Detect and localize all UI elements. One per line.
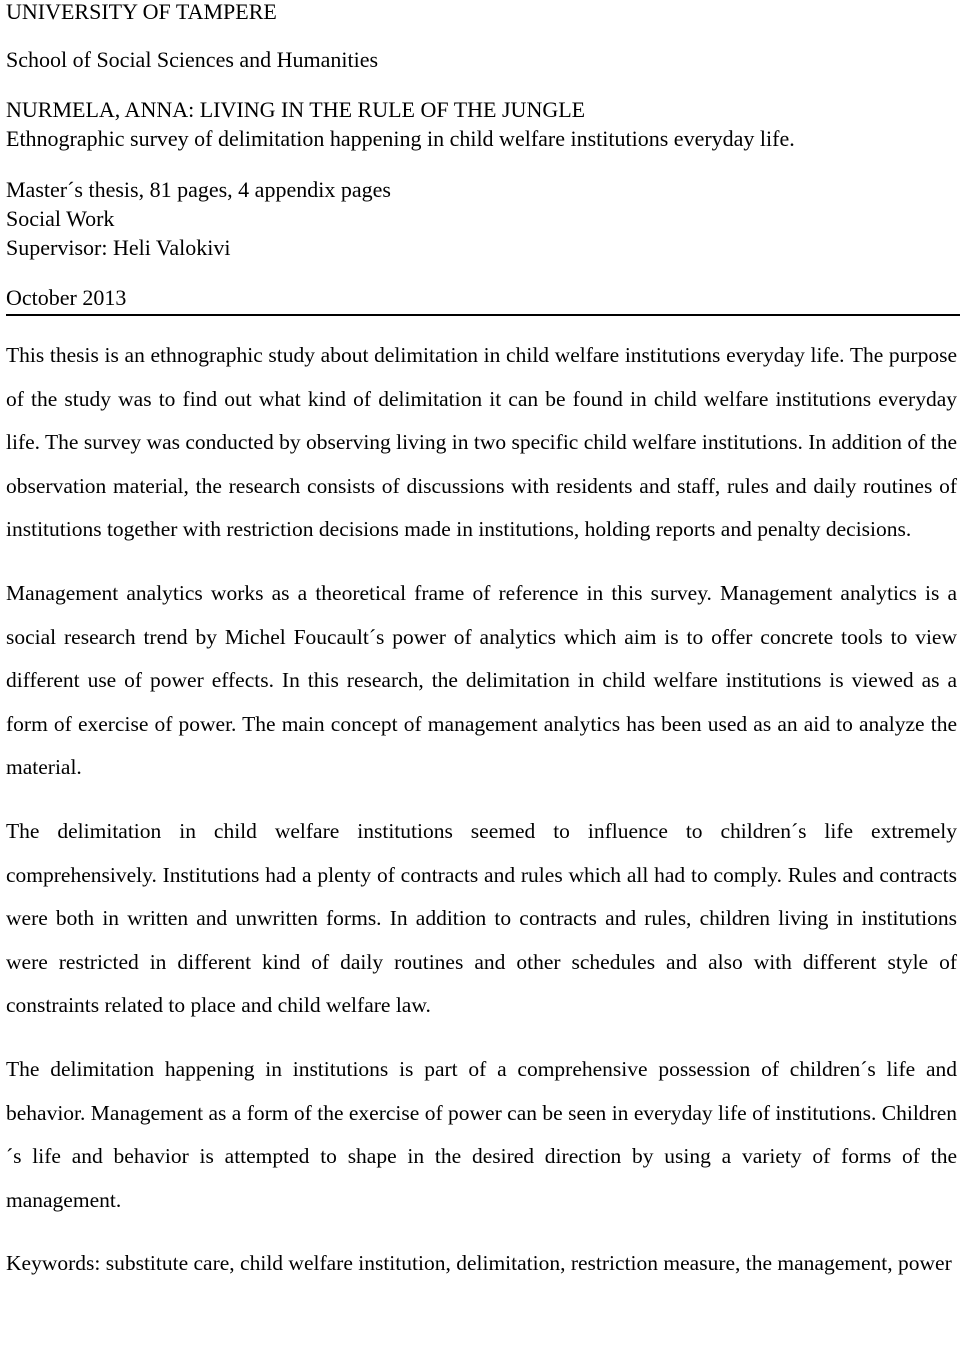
abstract-paragraph: Management analytics works as a theoretical frame of reference in this survey. Management analytics is a social research trend by Michel Foucault´s power of analytics which aim is to offer concrete tools to view different use of power effects. In this research, the delimitation in child welfare institutions is viewed as a form of exercise of power. The main concept of management analytics has been used as an aid to analyze the material. (6, 580, 957, 780)
abstract-paragraph: The delimitation in child welfare institutions seemed to influence to children´s life extremely comprehensively. Institutions had a plenty of contracts and rules which all had to comply. Rules and contracts were both in written and unwritten forms. In addition to contracts and rules, children living in institutions were restricted in different kind of daily routines and other schedules and also with different style of constraints related to place and child welfare law. (6, 818, 957, 1018)
supervisor: Supervisor: Heli Valokivi (6, 235, 231, 260)
author-and-title: NURMELA, ANNA: LIVING IN THE RULE OF THE JUNGLE (6, 97, 586, 122)
header-divider (6, 314, 960, 316)
university-name: UNIVERSITY OF TAMPERE (6, 0, 277, 24)
abstract-body (6, 334, 957, 1306)
keywords: Keywords: substitute care, child welfare institution, delimitation, restriction measure, the management, power (6, 1251, 952, 1276)
thesis-info: Master´s thesis, 81 pages, 4 appendix pages (6, 177, 391, 202)
abstract-paragraph: The delimitation happening in institutions is part of a comprehensive possession of children´s life and behavior. Management as a form of the exercise of power can be seen in everyday life of institutions. Children´s life and behavior is attempted to shape in the desired direction by using a variety of forms of the management. (6, 1056, 957, 1212)
thesis-subtitle: Ethnographic survey of delimitation happening in child welfare institutions everyday life. (6, 126, 795, 151)
abstract-paragraph: This thesis is an ethnographic study about delimitation in child welfare institutions everyday life. The purpose of the study was to find out what kind of delimitation it can be found in child welfare institutions everyday life. The survey was conducted by observing living in two specific child welfare institutions. In addition of the observation material, the research consists of discussions with residents and staff, rules and daily routines of institutions together with restriction decisions made in institutions, holding reports and penalty decisions. (6, 343, 957, 542)
discipline: Social Work (6, 206, 115, 231)
school-name: School of Social Sciences and Humanities (6, 47, 379, 72)
thesis-date: October 2013 (6, 285, 127, 310)
